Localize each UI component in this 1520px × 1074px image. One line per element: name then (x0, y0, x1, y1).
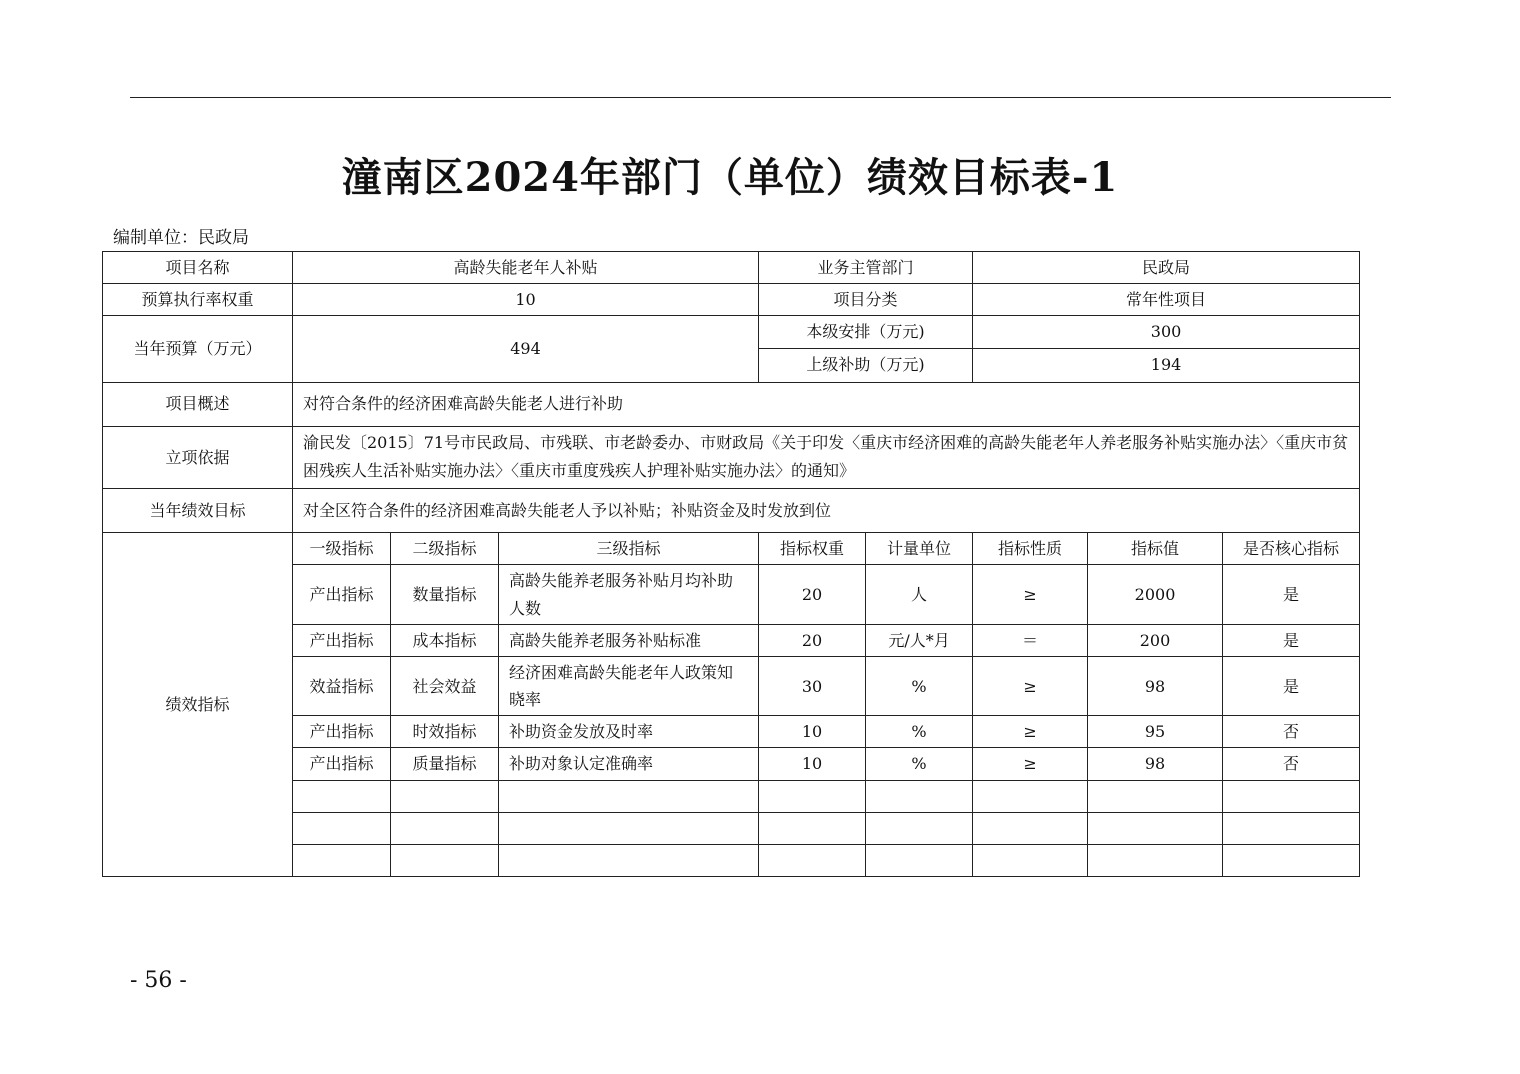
level2-cell: 质量指标 (391, 748, 499, 780)
row-goal (103, 489, 1360, 533)
weight-value: 10 (293, 284, 759, 316)
category-label: 项目分类 (759, 284, 973, 316)
header-level3: 三级指标 (499, 533, 759, 565)
nature-cell: ≥ (973, 565, 1088, 624)
overview-label: 项目概述 (103, 382, 293, 426)
unit-cell: % (866, 748, 973, 780)
header-level1: 一级指标 (293, 533, 391, 565)
unit-cell: % (866, 716, 973, 748)
category-value: 常年性项目 (973, 284, 1360, 316)
level2-cell: 时效指标 (391, 716, 499, 748)
row-project-name (103, 252, 1360, 284)
unit-cell: 元/人*月 (866, 624, 973, 656)
indicators-label: 绩效指标 (103, 533, 293, 877)
unit-cell: 人 (866, 565, 973, 624)
level3-cell: 经济困难高龄失能老年人政策知晓率 (499, 656, 759, 715)
nature-cell: ≥ (973, 748, 1088, 780)
level2-cell: 社会效益 (391, 656, 499, 715)
basis-label: 立项依据 (103, 426, 293, 489)
nature-cell: ≥ (973, 656, 1088, 715)
local-label: 本级安排（万元) (759, 316, 973, 348)
dept-value: 民政局 (973, 252, 1360, 284)
header-rule (130, 97, 1391, 98)
value-cell: 98 (1088, 656, 1223, 715)
unit-cell: % (866, 656, 973, 715)
level1-cell: 产出指标 (293, 748, 391, 780)
page-title: 潼南区2024年部门（单位）绩效目标表-1 (341, 154, 1119, 201)
value-cell: 200 (1088, 624, 1223, 656)
value-cell: 95 (1088, 716, 1223, 748)
goal-value: 对全区符合条件的经济困难高龄失能老人予以补贴；补贴资金及时发放到位 (293, 489, 1360, 533)
page-number: - 56 - (130, 968, 187, 993)
header-weight: 指标权重 (759, 533, 866, 565)
nature-cell: ＝ (973, 624, 1088, 656)
level2-cell: 数量指标 (391, 565, 499, 624)
header-unit: 计量单位 (866, 533, 973, 565)
weight-cell: 20 (759, 624, 866, 656)
dept-label: 业务主管部门 (759, 252, 973, 284)
performance-target-table (102, 251, 1360, 877)
value-cell: 98 (1088, 748, 1223, 780)
basis-value: 渝民发〔2015〕71号市民政局、市残联、市老龄委办、市财政局《关于印发〈重庆市经济困难的高龄失能老年人养老服务补贴实施办法〉〈重庆市贫困残疾人生活补贴实施办法〉〈重庆市重度残疾人护理补贴实施办法〉的通知》 (293, 426, 1360, 489)
header-level2: 二级指标 (391, 533, 499, 565)
level2-cell: 成本指标 (391, 624, 499, 656)
level3-cell: 补助资金发放及时率 (499, 716, 759, 748)
level1-cell: 效益指标 (293, 656, 391, 715)
core-cell: 否 (1223, 748, 1360, 780)
upper-label: 上级补助（万元) (759, 348, 973, 382)
level1-cell: 产出指标 (293, 716, 391, 748)
level1-cell: 产出指标 (293, 565, 391, 624)
budget-value: 494 (293, 316, 759, 382)
weight-label: 预算执行率权重 (103, 284, 293, 316)
core-cell: 否 (1223, 716, 1360, 748)
row-weight (103, 284, 1360, 316)
budget-label: 当年预算（万元） (103, 316, 293, 382)
weight-cell: 10 (759, 748, 866, 780)
level1-cell: 产出指标 (293, 624, 391, 656)
row-indicator-headers (103, 533, 1360, 565)
project-name-value: 高龄失能老年人补贴 (293, 252, 759, 284)
core-cell: 是 (1223, 624, 1360, 656)
header-value: 指标值 (1088, 533, 1223, 565)
row-budget-local (103, 316, 1360, 348)
core-cell: 是 (1223, 656, 1360, 715)
header-nature: 指标性质 (973, 533, 1088, 565)
level3-cell: 高龄失能养老服务补贴标准 (499, 624, 759, 656)
overview-value: 对符合条件的经济困难高龄失能老人进行补助 (293, 382, 1360, 426)
value-cell: 2000 (1088, 565, 1223, 624)
weight-cell: 10 (759, 716, 866, 748)
weight-cell: 30 (759, 656, 866, 715)
level3-cell: 高龄失能养老服务补贴月均补助人数 (499, 565, 759, 624)
row-basis (103, 426, 1360, 489)
upper-value: 194 (973, 348, 1360, 382)
core-cell: 是 (1223, 565, 1360, 624)
goal-label: 当年绩效目标 (103, 489, 293, 533)
compiler-unit: 编制单位：民政局 (113, 228, 249, 248)
project-name-label: 项目名称 (103, 252, 293, 284)
nature-cell: ≥ (973, 716, 1088, 748)
level3-cell: 补助对象认定准确率 (499, 748, 759, 780)
header-core: 是否核心指标 (1223, 533, 1360, 565)
row-overview (103, 382, 1360, 426)
local-value: 300 (973, 316, 1360, 348)
weight-cell: 20 (759, 565, 866, 624)
